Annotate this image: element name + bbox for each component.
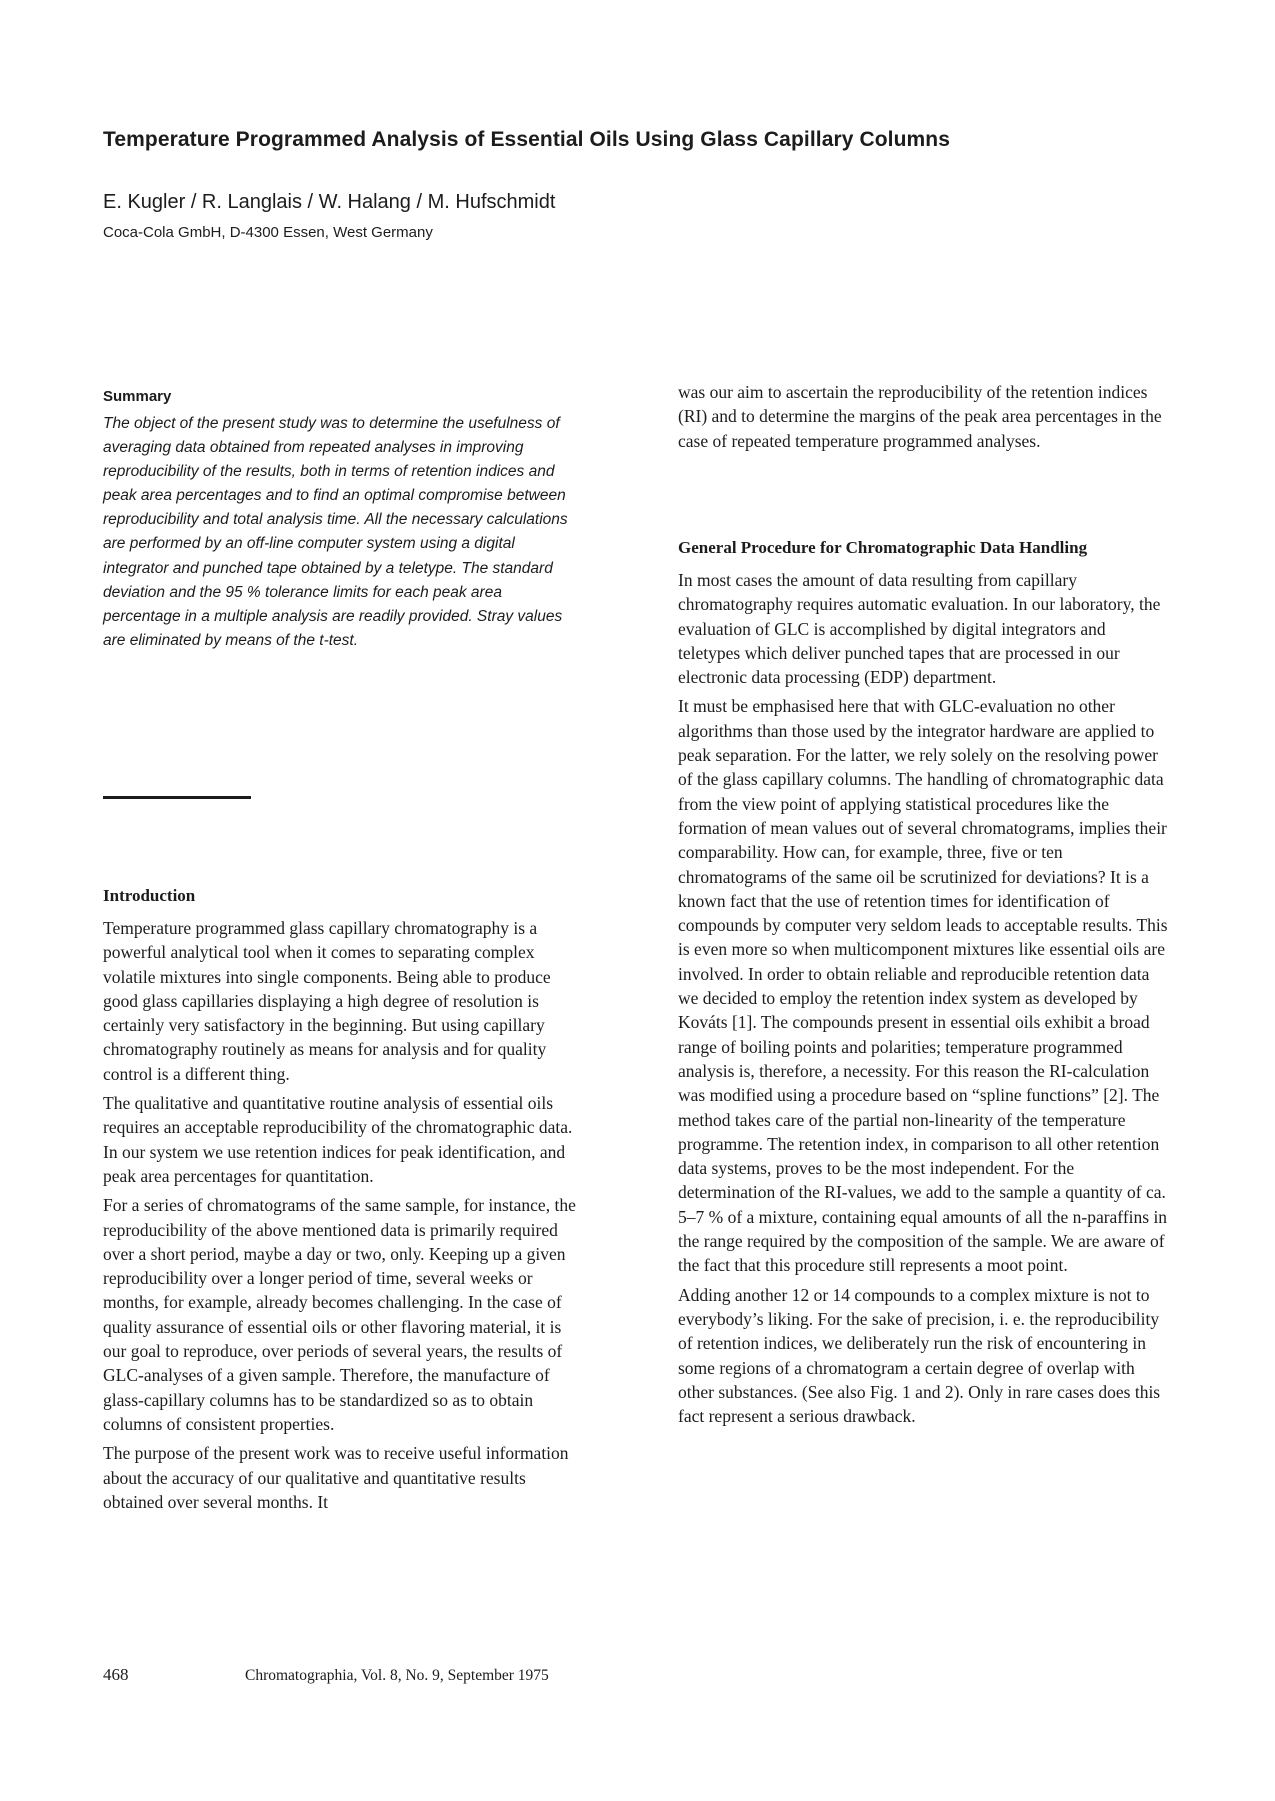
procedure-paragraph: In most cases the amount of data resulting from capillary chromatography requires automatic evaluation. In our laboratory, the evaluation of GLC is accomplished by digital integrators and teletypes which deliver punched tapes that are processed in our electronic data processing (EDP) department. xyxy=(678,570,1161,688)
page-number: 468 xyxy=(103,1665,129,1684)
introduction-body xyxy=(103,916,583,1519)
introduction-paragraph: The qualitative and quantitative routine analysis of essential oils requires an acceptable reproducibility of the chromatographic data. In our system we use retention indices for peak identification, and peak area percentages for quantitation. xyxy=(103,1093,573,1186)
general-procedure-heading: General Procedure for Chromatographic Data Handling xyxy=(678,538,1088,557)
section-divider xyxy=(103,796,251,799)
journal-citation: Chromatographia, Vol. 8, No. 9, September 1975 xyxy=(245,1667,549,1684)
summary-text: The object of the present study was to determine the usefulness of averaging data obtained from repeated analyses in improving reproducibility of the results, both in terms of retention indices and peak area percentages and to find an optimal compromise between reproducibility and total analysis time. All the necessary calculations are performed by an off-line computer system using a digital integrator and punched tape obtained by a teletype. The standard deviation and the 95 % tolerance limits for each peak area percentage in a multiple analysis are readily provided. Stray values are eliminated by means of the t-test. xyxy=(103,415,568,649)
introduction-paragraph: The purpose of the present work was to receive useful information about the accuracy of our qualitative and quantitative results obtained over several months. It xyxy=(103,1443,569,1512)
author-affiliation: Coca-Cola GmbH, D-4300 Essen, West Germany xyxy=(103,224,433,241)
introduction-paragraph: For a series of chromatograms of the same sample, for instance, the reproducibility of the above mentioned data is primarily required over a short period, maybe a day or two, only. Keeping up a given reproducibility over a longer period of time, several weeks or months, for example, already becomes challenging. In the case of quality assurance of essential oils or other flavoring material, it is our goal to reproduce, over periods of several years, the results of GLC-analyses of a given sample. Therefore, the manufacture of glass-capillary columns has to be standardized so as to obtain columns of consistent properties. xyxy=(103,1195,576,1434)
summary-heading: Summary xyxy=(103,388,172,405)
paper-title: Temperature Programmed Analysis of Essential Oils Using Glass Capillary Columns xyxy=(103,128,950,151)
continuation-paragraph: was our aim to ascertain the reproducibility of the retention indices (RI) and to determine the margins of the peak area percentages in the case of repeated temperature programmed analyses. xyxy=(678,382,1162,451)
introduction-paragraph: Temperature programmed glass capillary chromatography is a powerful analytical tool when it comes to separating complex volatile mixtures into single components. Being able to produce good glass capillaries displaying a high degree of resolution is certainly very satisfactory in the beginning. But using capillary chromatography routinely as means for analysis and for quality control is a different thing. xyxy=(103,918,551,1084)
general-procedure-body xyxy=(678,568,1168,1433)
right-column-continuation xyxy=(678,380,1166,458)
procedure-paragraph: It must be emphasised here that with GLC-evaluation no other algorithms than those used by the integrator hardware are applied to peak separation. For the latter, we rely solely on the resolving power of the glass capillary columns. The handling of chromatographic data from the view point of applying statistical procedures like the formation of mean values out of several chromatograms, implies their comparability. How can, for example, three, five or ten chromatograms of the same oil be scrutinized for deviations? It is a known fact that the use of retention times for identification of compounds by computer very seldom leads to acceptable results. This is even more so when multicomponent mixtures like essential oils are involved. In order to obtain reliable and reproducible retention data we decided to employ the retention index system as developed by Kováts [1]. The compounds present in essential oils exhibit a broad range of boiling points and polarities; temperature programmed analysis is, therefore, a necessity. For this reason the RI-calculation was modified using a procedure based on “spline functions” [2]. The method takes care of the partial non-linearity of the temperature programme. The retention index, in comparison to all other retention data systems, proves to be the most independent. For the determination of the RI-values, we add to the sample a quantity of ca. 5–7 % of a mixture, containing equal amounts of all the n-paraffins in the range required by the composition of the sample. We are aware of the fact that this procedure still represents a moot point. xyxy=(678,696,1168,1276)
procedure-paragraph: Adding another 12 or 14 compounds to a complex mixture is not to everybody’s liking. For the sake of precision, i. e. the reproducibility of retention indices, we deliberately run the risk of encountering in some regions of a chromatogram a certain degree of overlap with other substances. (See also Fig. 1 and 2). Only in rare cases does this fact represent a serious drawback. xyxy=(678,1284,1161,1427)
author-list: E. Kugler / R. Langlais / W. Halang / M. Hufschmidt xyxy=(103,191,556,213)
introduction-heading: Introduction xyxy=(103,886,196,905)
